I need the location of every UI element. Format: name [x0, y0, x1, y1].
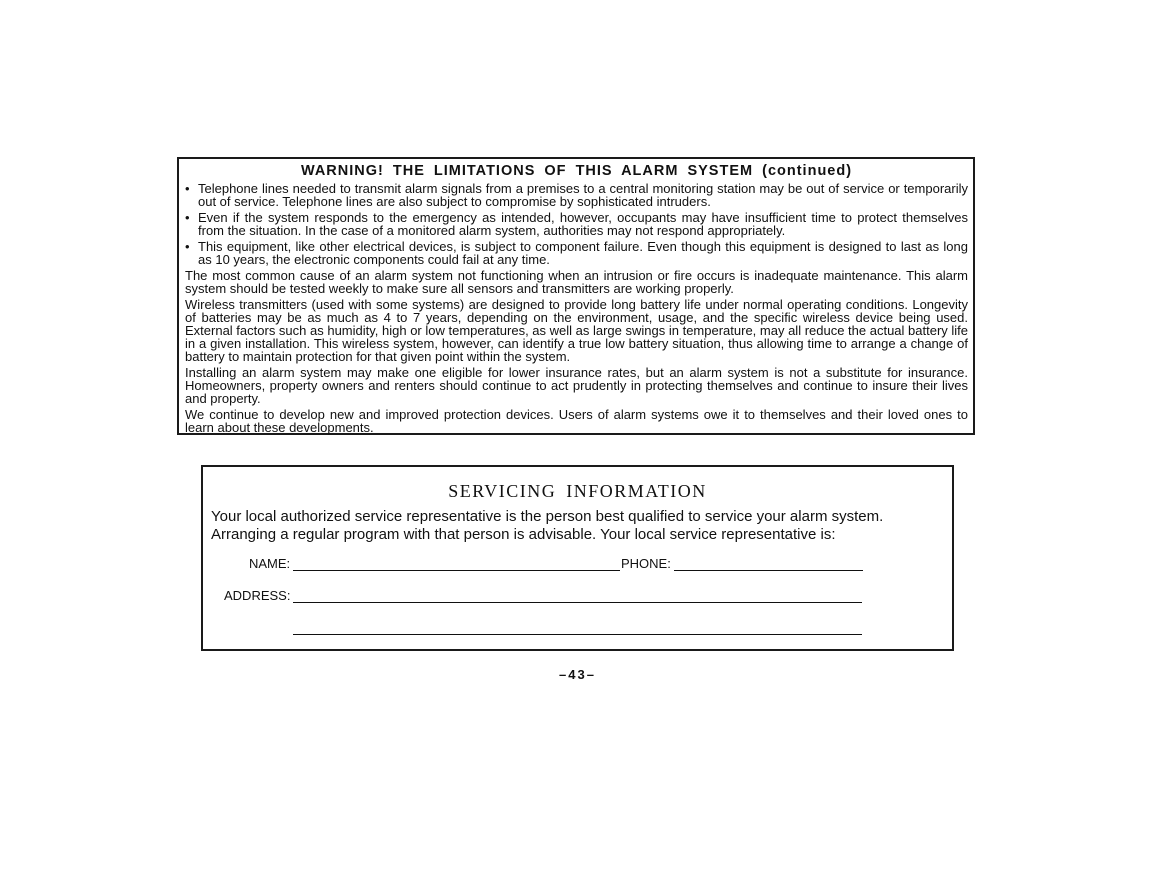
servicing-text: Your local authorized service representative is the person best qualified to service your alarm system. Arranging a regular program with that person is advisable. Your local service representative is: [211, 508, 884, 543]
bullet-mark: • [185, 181, 190, 196]
bullet-item [185, 240, 968, 266]
address-field-line-2[interactable] [293, 634, 862, 635]
address-label: ADDRESS: [224, 588, 291, 603]
warning-body [185, 182, 968, 434]
insurance-paragraph: Installing an alarm system may make one eligible for lower insurance rates, but an alarm system is not a substitute for insurance. Homeowners, property owners and renters should continue to act prudently in protecting themselves and continue to insure their lives and property. [185, 365, 968, 406]
phone-field-line[interactable] [674, 570, 863, 571]
servicing-information-box [201, 465, 954, 651]
name-field-line[interactable] [293, 570, 620, 571]
warning-box [177, 157, 975, 435]
page-number: –43– [559, 667, 596, 682]
battery-paragraph: Wireless transmitters (used with some systems) are designed to provide long battery life under normal operating conditions. Longevity of batteries may be as much as 4 to 7 years, depending on the environment, usage, and the specific wireless device being used. External factors such as humidity, high or low temperatures, as well as large swings in temperature, may all reduce the actual battery life in a given installation. This wireless system, however, can identify a true low battery situation, thus allowing time to arrange a change of battery to maintain protection for that given point within the system. [185, 297, 969, 364]
name-label: NAME: [249, 556, 291, 571]
bullet-text: Telephone lines needed to transmit alarm signals from a premises to a central monitoring station may be out of service or temporarily out of service. Telephone lines are also subject to compromise by sophisticated intruders. [198, 181, 968, 209]
bullet-item [185, 182, 968, 208]
bullet-mark: • [185, 239, 190, 254]
servicing-title: SERVICING INFORMATION [448, 481, 707, 501]
maintenance-paragraph: The most common cause of an alarm system not functioning when an intrusion or fire occurs is inadequate maintenance. This alarm system should be tested weekly to make sure all sensors and transmitters are working properly. [185, 268, 968, 296]
development-paragraph: We continue to develop new and improved protection devices. Users of alarm systems owe it to themselves and their loved ones to learn about these developments. [185, 407, 968, 435]
bullet-item [185, 211, 968, 237]
bullet-text: Even if the system responds to the emergency as intended, however, occupants may have insufficient time to protect themselves from the situation. In the case of a monitored alarm system, authorities may not respond appropriately. [198, 210, 968, 238]
bullet-text: This equipment, like other electrical devices, is subject to component failure. Even though this equipment is designed to last as long as 10 years, the electronic components could fail at any time. [198, 239, 968, 267]
bullet-mark: • [185, 210, 190, 225]
address-field-line[interactable] [293, 602, 862, 603]
phone-label: PHONE: [621, 556, 671, 571]
warning-title: WARNING! THE LIMITATIONS OF THIS ALARM SYSTEM (continued) [300, 163, 853, 179]
